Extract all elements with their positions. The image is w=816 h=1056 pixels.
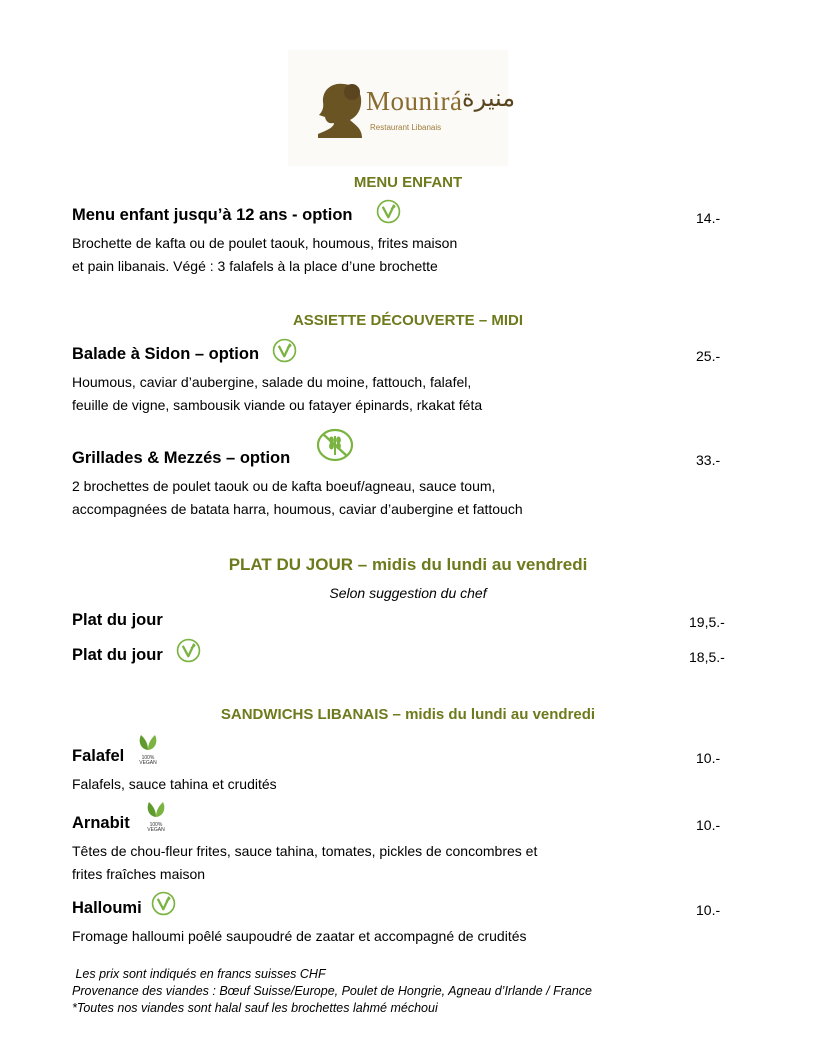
item-price-plat-du-jour: 19,5.- <box>689 614 725 630</box>
item-name-halloumi: Halloumi <box>72 899 142 917</box>
vegetarian-icon <box>151 891 176 916</box>
item-desc-halloumi <box>72 925 527 948</box>
footer-line-provenance: Provenance des viandes : Bœuf Suisse/Europe, Poulet de Hongrie, Agneau d’Irlande / France <box>72 984 592 998</box>
desc-line: Fromage halloumi poêlé saupoudré de zaatar et accompagné de crudités <box>72 928 527 944</box>
item-name-balade-sidon: Balade à Sidon – option <box>72 345 260 363</box>
section-title-assiette: ASSIETTE DÉCOUVERTE – MIDI <box>292 312 524 329</box>
desc-line: feuille de vigne, sambousik viande ou fatayer épinards, rkakat féta <box>72 397 483 413</box>
item-desc-falafel <box>72 773 277 796</box>
item-name-grillades-mezzes: Grillades & Mezzés – option <box>72 449 291 467</box>
item-price-balade-sidon: 25.- <box>696 348 721 364</box>
item-desc-menu-enfant <box>72 232 457 278</box>
item-price-grillades-mezzes: 33.- <box>696 452 721 468</box>
item-name-arnabit: Arnabit <box>72 814 130 832</box>
gluten-free-icon <box>316 428 354 462</box>
vegan-icon <box>135 731 161 766</box>
desc-line: Têtes de chou-fleur frites, sauce tahina, tomates, pickles de concombres et <box>72 843 538 859</box>
item-price-plat-du-jour-vege: 18,5.- <box>689 649 725 665</box>
desc-line: et pain libanais. Végé : 3 falafels à la place d’une brochette <box>72 258 438 274</box>
item-desc-grillades-mezzes <box>72 475 523 521</box>
vegan-label: 100% VEGAN <box>139 755 157 766</box>
item-desc-balade-sidon <box>72 371 482 417</box>
woman-profile-icon <box>314 80 366 138</box>
section-title-plat-du-jour: PLAT DU JOUR – midis du lundi au vendredi <box>228 555 588 574</box>
desc-line: 2 brochettes de poulet taouk ou de kafta boeuf/agneau, sauce toum, <box>72 478 496 494</box>
logo-arabic: منيرة <box>462 84 516 112</box>
item-name-falafel: Falafel <box>72 747 125 765</box>
item-price-halloumi: 10.- <box>696 902 721 918</box>
vegetarian-icon <box>272 338 297 363</box>
leaf-icon <box>143 798 169 818</box>
logo-wordmark: Mounirá <box>366 86 463 116</box>
logo-subtitle: Restaurant Libanais <box>370 123 442 132</box>
vegetarian-icon <box>376 199 401 224</box>
item-name-plat-du-jour: Plat du jour <box>72 611 163 629</box>
section-subtitle-plat-du-jour: Selon suggestion du chef <box>329 585 487 601</box>
vegan-icon <box>143 798 169 833</box>
desc-line: Brochette de kafta ou de poulet taouk, houmous, frites maison <box>72 235 458 251</box>
item-price-menu-enfant: 14.- <box>696 210 721 226</box>
leaf-icon <box>135 731 161 751</box>
section-title-sandwichs: SANDWICHS LIBANAIS – midis du lundi au vendredi <box>220 706 596 723</box>
item-desc-arnabit <box>72 840 537 886</box>
item-price-falafel: 10.- <box>696 750 721 766</box>
vegan-label: 100% VEGAN <box>147 822 165 833</box>
desc-line: Falafels, sauce tahina et crudités <box>72 776 277 792</box>
desc-line: frites fraîches maison <box>72 866 206 882</box>
footer-line-prices: Les prix sont indiqués en francs suisses CHF <box>72 967 326 981</box>
footer-notes <box>72 966 592 1017</box>
item-name-menu-enfant: Menu enfant jusqu’à 12 ans - option <box>72 206 353 224</box>
item-price-arnabit: 10.- <box>696 817 721 833</box>
section-title-menu-enfant: MENU ENFANT <box>353 174 463 191</box>
desc-line: Houmous, caviar d’aubergine, salade du moine, fattouch, falafel, <box>72 374 472 390</box>
desc-line: accompagnées de batata harra, houmous, caviar d’aubergine et fattouch <box>72 501 523 517</box>
vegetarian-icon <box>176 638 201 663</box>
restaurant-logo <box>288 50 516 166</box>
item-name-plat-du-jour-vege: Plat du jour <box>72 646 163 664</box>
footer-line-halal: *Toutes nos viandes sont halal sauf les brochettes lahmé méchoui <box>72 1001 438 1015</box>
